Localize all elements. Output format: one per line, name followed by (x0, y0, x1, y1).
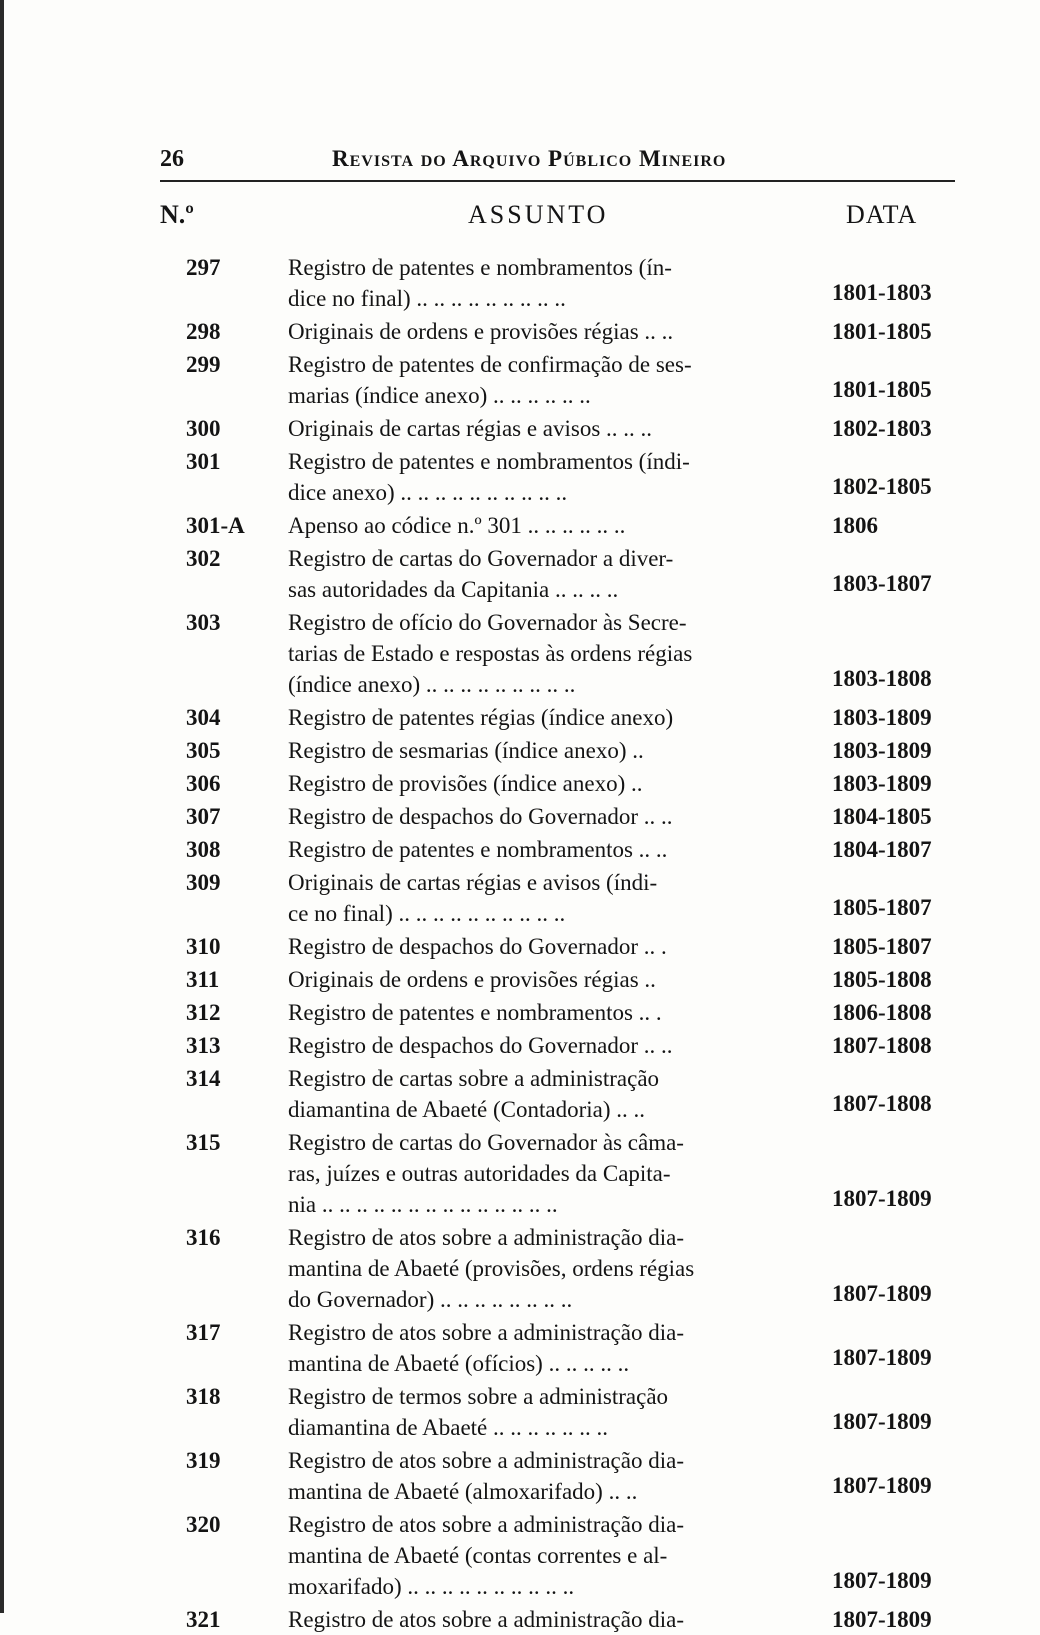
entry-number: 308 (186, 837, 221, 862)
entry-subject (288, 735, 808, 766)
entry-number: 320 (186, 1512, 221, 1537)
entry-number: 315 (186, 1130, 221, 1155)
entry-subject-line: marias (índice anexo) .. .. .. .. .. .. (288, 383, 591, 408)
entry-number: 317 (186, 1320, 221, 1345)
entry-subject (288, 834, 808, 865)
list-item (0, 1509, 1040, 1602)
list-item (0, 931, 1040, 962)
entry-subject (288, 964, 808, 995)
entry-subject-line: tarias de Estado e respostas às ordens régias (288, 641, 693, 666)
entry-subject-line: mantina de Abaeté (provisões, ordens régias (288, 1256, 695, 1281)
entry-subject (288, 1063, 808, 1125)
entry-subject-line: Registro de ofício do Governador às Secre- (288, 610, 687, 635)
page-header (160, 138, 955, 182)
entry-subject (288, 1127, 808, 1220)
entry-date: 1807-1808 (832, 1091, 932, 1116)
entry-subject (288, 867, 808, 929)
entry-subject-line: Registro de atos sobre a administração dia- (288, 1448, 684, 1473)
entry-subject (288, 349, 808, 411)
list-item (0, 997, 1040, 1028)
entry-subject (288, 1604, 808, 1635)
entry-date: 1803-1807 (832, 571, 932, 596)
entry-subject-line: mantina de Abaeté (almoxarifado) .. .. (288, 1479, 638, 1504)
list-item (0, 1604, 1040, 1635)
list-item (0, 316, 1040, 347)
entry-date: 1807-1809 (832, 1186, 932, 1211)
entry-date: 1804-1805 (832, 804, 932, 829)
entry-subject (288, 252, 808, 314)
entry-subject-line: Registro de despachos do Governador .. .. (288, 804, 673, 829)
entry-number: 321 (186, 1607, 221, 1632)
entry-number: 318 (186, 1384, 221, 1409)
entry-subject-line: Registro de atos sobre a administração dia- (288, 1512, 684, 1537)
entry-date: 1805-1808 (832, 967, 932, 992)
entry-date: 1807-1809 (832, 1568, 932, 1593)
entry-subject-line: Registro de sesmarias (índice anexo) .. (288, 738, 644, 763)
list-item (0, 801, 1040, 832)
entry-subject (288, 1445, 808, 1507)
list-item (0, 702, 1040, 733)
entry-subject-line: Registro de cartas do Governador às câma- (288, 1130, 684, 1155)
entry-subject-line: Apenso ao códice n.º 301 .. .. .. .. .. .. (288, 513, 626, 538)
list-item (0, 735, 1040, 766)
entry-subject (288, 316, 808, 347)
entry-number: 303 (186, 610, 221, 635)
list-item (0, 1030, 1040, 1061)
entry-subject-line: Registro de atos sobre a administração dia- (288, 1320, 684, 1345)
entry-subject-line: mantina de Abaeté (ofícios) .. .. .. .. .. (288, 1351, 630, 1376)
entry-subject-line: Registro de patentes régias (índice anexo) (288, 705, 674, 730)
entry-number: 313 (186, 1033, 221, 1058)
list-item (0, 1317, 1040, 1379)
entry-date: 1806-1808 (832, 1000, 932, 1025)
entry-subject-line: Registro de despachos do Governador .. . (288, 934, 667, 959)
entry-subject-line: Registro de termos sobre a administração (288, 1384, 669, 1409)
entry-subject (288, 997, 808, 1028)
entry-number: 316 (186, 1225, 221, 1250)
entry-number: 311 (186, 967, 220, 992)
list-item (0, 1445, 1040, 1507)
entry-subject-line: Registro de atos sobre a administração dia- (288, 1225, 684, 1250)
list-item (0, 1222, 1040, 1315)
entry-subject-line: dice no final) .. .. .. .. .. .. .. .. .. (288, 286, 566, 311)
entry-number: 314 (186, 1066, 221, 1091)
entry-subject (288, 931, 808, 962)
entry-number: 319 (186, 1448, 221, 1473)
entry-subject-line: Originais de ordens e provisões régias .. (288, 967, 656, 992)
entry-subject-line: Registro de patentes e nombramentos (ín- (288, 255, 672, 280)
entry-subject-line: moxarifado) .. .. .. .. .. .. .. .. .. .. (288, 1574, 575, 1599)
running-title: Revista do Arquivo Público Mineiro (332, 146, 727, 171)
entry-date: 1803-1809 (832, 771, 932, 796)
entry-subject (288, 413, 808, 444)
entry-subject-line: Registro de provisões (índice anexo) .. (288, 771, 643, 796)
entry-subject-line: sas autoridades da Capitania .. .. .. .. (288, 577, 619, 602)
entry-number: 310 (186, 934, 221, 959)
entry-number: 304 (186, 705, 221, 730)
entry-subject-line: nia .. .. .. .. .. .. .. .. .. .. .. .. .. .. (288, 1192, 558, 1217)
entry-subject-line: Originais de ordens e provisões régias .. .. (288, 319, 674, 344)
column-header-subject: ASSUNTO (468, 200, 609, 229)
entry-date: 1807-1808 (832, 1033, 932, 1058)
entry-date: 1805-1807 (832, 934, 932, 959)
list-item (0, 510, 1040, 541)
entry-subject (288, 1381, 808, 1443)
list-item (0, 607, 1040, 700)
list-item (0, 252, 1040, 314)
entry-number: 312 (186, 1000, 221, 1025)
list-item (0, 446, 1040, 508)
entry-subject-line: ras, juízes e outras autoridades da Capita- (288, 1161, 671, 1186)
entry-date: 1804-1807 (832, 837, 932, 862)
entry-date: 1807-1809 (832, 1607, 932, 1632)
entry-subject (288, 1509, 808, 1602)
entry-number: 298 (186, 319, 221, 344)
entry-number: 305 (186, 738, 221, 763)
entry-number: 302 (186, 546, 221, 571)
entry-number: 301 (186, 449, 221, 474)
entry-date: 1801-1805 (832, 319, 932, 344)
entry-date: 1802-1803 (832, 416, 932, 441)
entry-subject-line: diamantina de Abaeté .. .. .. .. .. .. .. (288, 1415, 609, 1440)
entry-subject-line: Registro de patentes de confirmação de ses- (288, 352, 692, 377)
entry-subject-line: Registro de despachos do Governador .. .. (288, 1033, 673, 1058)
entry-subject (288, 543, 808, 605)
entry-number: 297 (186, 255, 221, 280)
entry-subject (288, 510, 808, 541)
entry-number: 307 (186, 804, 221, 829)
entry-date: 1806 (832, 513, 878, 538)
entry-subject (288, 801, 808, 832)
entry-date: 1807-1809 (832, 1473, 932, 1498)
column-header-date: DATA (846, 200, 918, 229)
entry-subject-line: mantina de Abaeté (contas correntes e al- (288, 1543, 668, 1568)
list-item (0, 964, 1040, 995)
entry-number: 299 (186, 352, 221, 377)
entry-subject-line: Originais de cartas régias e avisos (índi- (288, 870, 658, 895)
entry-subject-line: Registro de patentes e nombramentos .. . (288, 1000, 662, 1025)
entry-date: 1807-1809 (832, 1281, 932, 1306)
entry-date: 1801-1803 (832, 280, 932, 305)
entry-date: 1807-1809 (832, 1345, 932, 1370)
list-item (0, 543, 1040, 605)
entry-date: 1802-1805 (832, 474, 932, 499)
entry-date: 1803-1809 (832, 705, 932, 730)
list-item (0, 349, 1040, 411)
list-item (0, 867, 1040, 929)
entry-subject (288, 768, 808, 799)
entry-subject (288, 607, 808, 700)
entry-subject-line: ce no final) .. .. .. .. .. .. .. .. .. .. (288, 901, 566, 926)
page-number: 26 (160, 146, 184, 172)
list-item (0, 1381, 1040, 1443)
entry-number: 309 (186, 870, 221, 895)
entry-date: 1803-1808 (832, 666, 932, 691)
entry-subject-line: dice anexo) .. .. .. .. .. .. .. .. .. .. (288, 480, 568, 505)
entry-subject-line: Registro de patentes e nombramentos .. .. (288, 837, 668, 862)
entry-subject-line: Registro de cartas sobre a administração (288, 1066, 660, 1091)
entry-subject (288, 1222, 808, 1315)
list-item (0, 834, 1040, 865)
entry-subject-line: (índice anexo) .. .. .. .. .. .. .. .. .. (288, 672, 576, 697)
entry-subject-line: Registro de atos sobre a administração dia- (288, 1607, 684, 1632)
column-header-number: N.º (160, 200, 194, 229)
entry-subject-line: diamantina de Abaeté (Contadoria) .. .. (288, 1097, 646, 1122)
entry-subject (288, 1317, 808, 1379)
entry-subject-line: Registro de cartas do Governador a diver- (288, 546, 674, 571)
entry-date: 1803-1809 (832, 738, 932, 763)
entry-number: 306 (186, 771, 221, 796)
entry-number: 300 (186, 416, 221, 441)
entry-number: 301-A (186, 513, 245, 538)
list-item (0, 1063, 1040, 1125)
entry-subject-line: Registro de patentes e nombramentos (índi- (288, 449, 690, 474)
entry-list (0, 252, 1040, 1632)
entry-subject-line: Originais de cartas régias e avisos .. .. .. (288, 416, 653, 441)
list-item (0, 413, 1040, 444)
entry-date: 1801-1805 (832, 377, 932, 402)
entry-subject (288, 1030, 808, 1061)
entry-subject-line: do Governador) .. .. .. .. .. .. .. .. (288, 1287, 573, 1312)
entry-date: 1807-1809 (832, 1409, 932, 1434)
entry-subject (288, 446, 808, 508)
list-item (0, 768, 1040, 799)
list-item (0, 1127, 1040, 1220)
entry-date: 1805-1807 (832, 895, 932, 920)
entry-subject (288, 702, 808, 733)
